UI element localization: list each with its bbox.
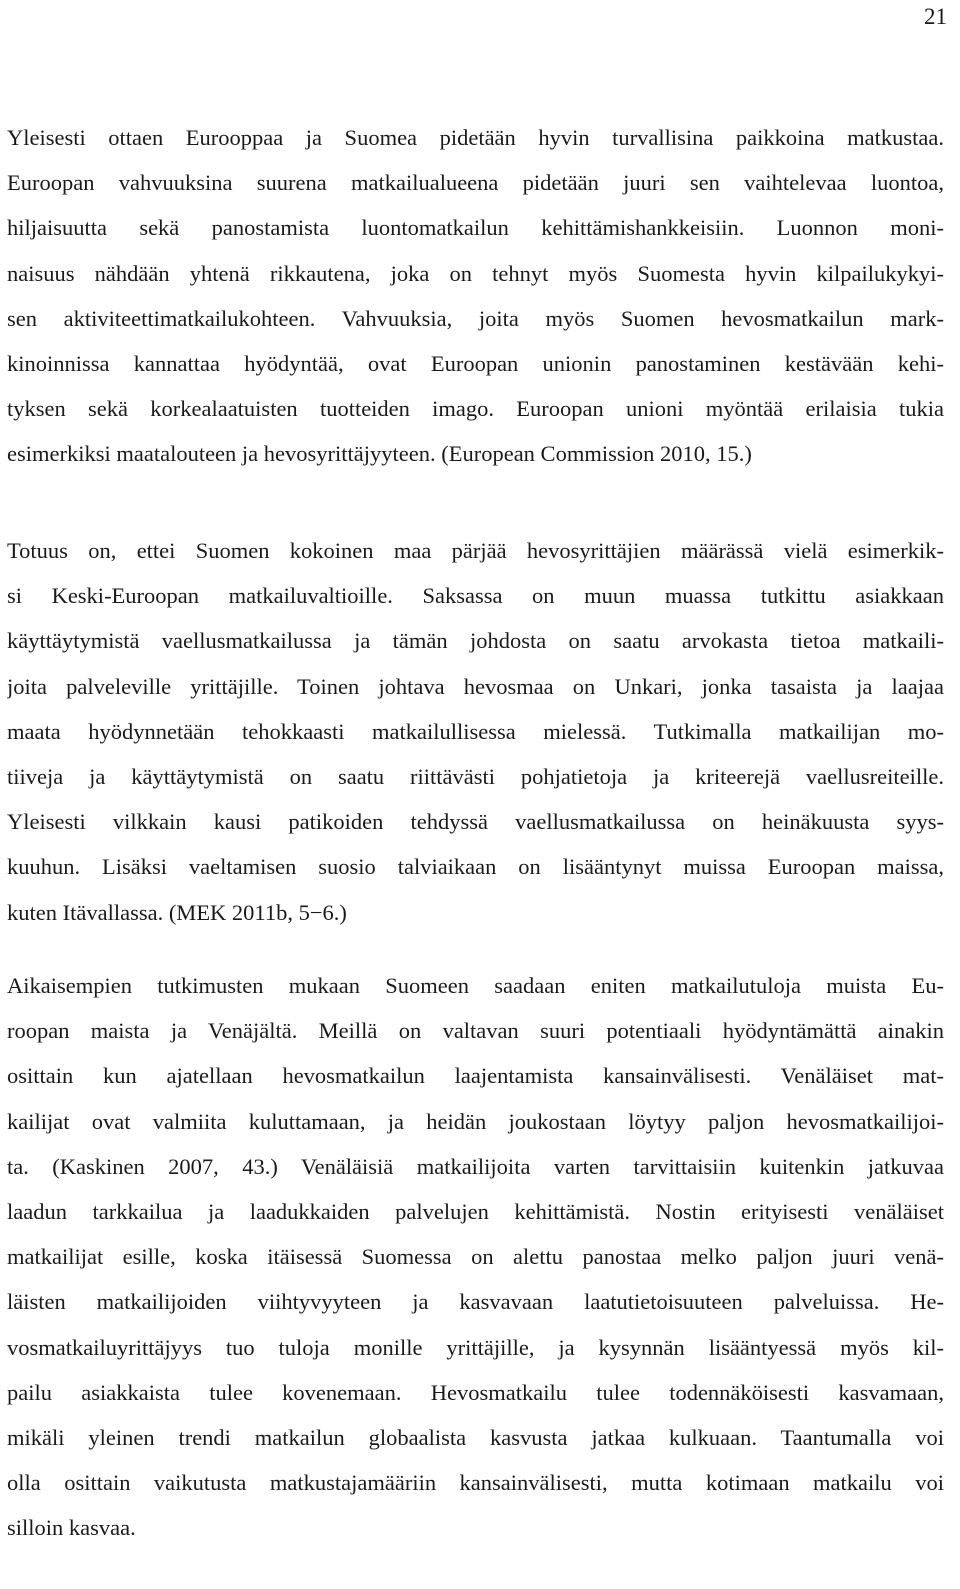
page-number: 21	[924, 4, 947, 29]
text-line: joita palveleville yrittäjille. Toinen johtava hevosmaa on Unkari, jonka tasaista ja laajaa	[7, 673, 944, 699]
text-line: tyksen sekä korkealaatuisten tuotteiden imago. Euroopan unioni myöntää erilaisia tukia	[7, 396, 944, 422]
text-line: kuten Itävallassa. (MEK 2011b, 5−6.)	[7, 899, 347, 925]
text-line: ta. (Kaskinen 2007, 43.) Venäläisiä matkailijoita varten tarvittaisiin kuitenkin jatkuvaa	[7, 1153, 944, 1179]
text-line: naisuus nähdään yhtenä rikkautena, joka on tehnyt myös Suomesta hyvin kilpailukykyi-	[7, 260, 944, 286]
text-line: matkailijat esille, koska itäisessä Suomessa on alettu panostaa melko paljon juuri venä-	[7, 1244, 944, 1270]
text-line: kinoinnissa kannattaa hyödyntää, ovat Euroopan unionin panostaminen kestävään kehi-	[7, 351, 944, 377]
text-line: hiljaisuutta sekä panostamista luontomatkailun kehittämishankkeisiin. Luonnon moni-	[7, 215, 944, 241]
text-line: mikäli yleinen trendi matkailun globaalista kasvusta jatkaa kulkuaan. Taantumalla voi	[7, 1425, 944, 1451]
text-line: silloin kasvaa.	[7, 1515, 136, 1541]
text-line: si Keski-Euroopan matkailuvaltioille. Saksassa on muun muassa tutkittu asiakkaan	[7, 583, 944, 609]
paragraph-central-europe	[7, 528, 944, 935]
text-line: kailijat ovat valmiita kuluttamaan, ja heidän joukostaan löytyy paljon hevosmatkailijoi-	[7, 1108, 944, 1134]
text-line: läisten matkailijoiden viihtyvyyteen ja kasvavaan laatutietoisuuteen palveluissa. He-	[7, 1289, 944, 1315]
text-line: vosmatkailuyrittäjyys tuo tuloja monille yrittäjille, ja kysynnän lisääntyessä myös kil-	[7, 1334, 944, 1360]
text-line: kuuhun. Lisäksi vaeltamisen suosio talviaikaan on lisääntynyt muissa Euroopan maissa,	[7, 854, 944, 880]
text-line: esimerkiksi maatalouteen ja hevosyrittäjyyteen. (European Commission 2010, 15.)	[7, 441, 752, 467]
text-line: sen aktiviteettimatkailukohteen. Vahvuuksia, joita myös Suomen hevosmatkailun mark-	[7, 305, 944, 331]
text-line: roopan maista ja Venäjältä. Meillä on valtavan suuri potentiaali hyödyntämättä ainakin	[7, 1018, 944, 1044]
text-line: Totuus on, ettei Suomen kokoinen maa pärjää hevosyrittäjien määrässä vielä esimerkik-	[7, 538, 944, 563]
text-line: tiiveja ja käyttäytymistä on saatu riittävästi pohjatietoja ja kriteerejä vaellusreiteille.	[7, 764, 944, 790]
text-line: Yleisesti ottaen Eurooppaa ja Suomea pidetään hyvin turvallisina paikkoina matkustaa.	[7, 125, 944, 150]
text-line: Euroopan vahvuuksina suurena matkailualueena pidetään juuri sen vaihtelevaa luontoa,	[7, 170, 944, 196]
text-line: käyttäytymistä vaellusmatkailussa ja tämän johdosta on saatu arvokasta tietoa matkaili-	[7, 628, 944, 654]
text-line: Yleisesti vilkkain kausi patikoiden tehdyssä vaellusmatkailussa on heinäkuusta syys-	[7, 809, 944, 835]
text-line: olla osittain vaikutusta matkustajamääriin kansainvälisesti, mutta kotimaan matkailu voi	[7, 1470, 944, 1496]
text-line: pailu asiakkaista tulee kovenemaan. Hevosmatkailu tulee todennäköisesti kasvamaan,	[7, 1379, 944, 1405]
text-line: osittain kun ajatellaan hevosmatkailun laajentamista kansainvälisesti. Venäläiset mat-	[7, 1063, 944, 1089]
text-line: Aikaisempien tutkimusten mukaan Suomeen saadaan eniten matkailutuloja muista Eu-	[7, 973, 944, 998]
text-line: maata hyödynnetään tehokkaasti matkailullisessa mielessä. Tutkimalla matkailijan mo-	[7, 718, 944, 744]
text-line: laadun tarkkailua ja laadukkaiden palvelujen kehittämistä. Nostin erityisesti venäläiset	[7, 1199, 944, 1225]
paragraph-europe-strengths	[7, 115, 944, 477]
paragraph-russian-tourists	[7, 963, 944, 1551]
